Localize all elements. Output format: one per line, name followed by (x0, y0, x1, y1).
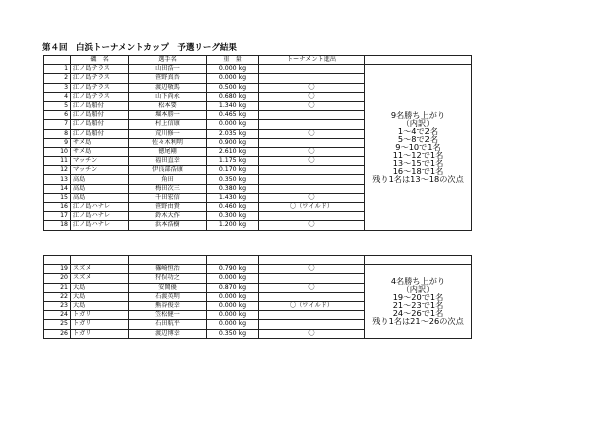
tournament-result (259, 274, 365, 283)
weight: 0.000 kg (207, 311, 259, 320)
spot-name: 大島 (71, 292, 129, 301)
tournament-result: 〇 (259, 221, 365, 230)
tournament-result: 〇 (259, 329, 365, 338)
tournament-result: 〇 (259, 101, 365, 110)
weight: 0.380 kg (207, 184, 259, 193)
table-row (44, 65, 472, 74)
spot-name: マッチン (71, 166, 129, 175)
tournament-result: 〇 (259, 92, 365, 101)
spot-name: 江ノ島テラス (71, 92, 129, 101)
qualification-note (365, 65, 472, 230)
weight: 0.900 kg (207, 138, 259, 147)
weight: 1.175 kg (207, 157, 259, 166)
weight: 2.035 kg (207, 129, 259, 138)
entry-number: 2 (44, 74, 71, 83)
note-line: 16～18で1名 (392, 166, 444, 177)
header-player: 選手名 (129, 56, 207, 65)
spacer-cell (44, 256, 71, 265)
entry-number: 24 (44, 311, 71, 320)
note-line: 残り1名は21～26の次点 (372, 316, 464, 327)
note-line: （内訳） (401, 284, 435, 295)
entry-number: 13 (44, 175, 71, 184)
player-name: 渡辺博幸 (129, 329, 207, 338)
spot-name: サメ島 (71, 138, 129, 147)
player-name: 熊谷俊幸 (129, 301, 207, 310)
entry-number: 12 (44, 166, 71, 175)
note-line: 19～20で1名 (392, 292, 444, 303)
weight: 1.200 kg (207, 221, 259, 230)
tournament-result: 〇 (259, 283, 365, 292)
entry-number: 1 (44, 65, 71, 74)
spot-name: 江ノ島テラス (71, 65, 129, 74)
spot-name: 江ノ島船付 (71, 111, 129, 120)
results-table-group-1 (43, 55, 472, 231)
spot-name: 大島 (71, 301, 129, 310)
entry-number: 6 (44, 111, 71, 120)
player-name: 角田 (129, 175, 207, 184)
entry-number: 26 (44, 329, 71, 338)
entry-number: 10 (44, 147, 71, 156)
header-row (44, 56, 472, 65)
weight: 0.000 kg (207, 274, 259, 283)
entry-number: 14 (44, 184, 71, 193)
tournament-result: 〇 (259, 193, 365, 202)
spot-name: 江ノ島船付 (71, 129, 129, 138)
player-name: 篠崎恒治 (129, 265, 207, 274)
weight: 1.430 kg (207, 193, 259, 202)
spacer-cell (365, 256, 472, 265)
entry-number: 16 (44, 203, 71, 212)
tournament-result (259, 311, 365, 320)
tournament-result: 〇（ワイルド） (259, 203, 365, 212)
weight: 0.000 kg (207, 65, 259, 74)
entry-number: 19 (44, 265, 71, 274)
player-name: 石渡英明 (129, 292, 207, 301)
weight: 0.460 kg (207, 203, 259, 212)
spot-name: スズメ (71, 265, 129, 274)
player-name: 梅田次三 (129, 184, 207, 193)
tournament-result (259, 65, 365, 74)
spacer-cell (259, 256, 365, 265)
player-name: 山下尚永 (129, 92, 207, 101)
spot-name: トガリ (71, 311, 129, 320)
weight: 0.000 kg (207, 301, 259, 310)
entry-number: 25 (44, 320, 71, 329)
note-line: 5～8で2名 (397, 134, 439, 145)
tournament-result: 〇 (259, 157, 365, 166)
spot-name: 江ノ島ハナレ (71, 203, 129, 212)
entry-number: 4 (44, 92, 71, 101)
tournament-result (259, 74, 365, 83)
spacer-row (44, 256, 472, 265)
entry-number: 3 (44, 83, 71, 92)
weight: 0.000 kg (207, 120, 259, 129)
spot-name: 大島 (71, 283, 129, 292)
spot-name: 江ノ島テラス (71, 74, 129, 83)
weight: 2.610 kg (207, 147, 259, 156)
spot-name: 江ノ島船付 (71, 120, 129, 129)
player-name: 安岡優 (129, 283, 207, 292)
spot-name: 高島 (71, 184, 129, 193)
weight: 0.000 kg (207, 292, 259, 301)
weight: 0.000 kg (207, 320, 259, 329)
entry-number: 20 (44, 274, 71, 283)
entry-number: 23 (44, 301, 71, 310)
player-name: 福田直幸 (129, 157, 207, 166)
tournament-result (259, 120, 365, 129)
spot-name: サメ島 (71, 147, 129, 156)
spacer-cell (129, 256, 207, 265)
weight: 0.870 kg (207, 283, 259, 292)
spot-name: 江ノ島ハナレ (71, 221, 129, 230)
entry-number: 18 (44, 221, 71, 230)
header-no (44, 56, 71, 65)
note-line: 24～26で1名 (392, 308, 444, 319)
player-name: 伊良部浩康 (129, 166, 207, 175)
tournament-result: 〇 (259, 129, 365, 138)
header-spot: 磯 名 (71, 56, 129, 65)
tournament-result (259, 212, 365, 221)
player-name: 浜本浩樹 (129, 221, 207, 230)
player-name: 松本要 (129, 101, 207, 110)
note-line: 9～10で1名 (395, 142, 441, 153)
tournament-result: 〇 (259, 265, 365, 274)
player-name: 堀本勝一 (129, 111, 207, 120)
entry-number: 7 (44, 120, 71, 129)
spot-name: 江ノ島ハナレ (71, 212, 129, 221)
entry-number: 22 (44, 292, 71, 301)
spot-name: トガリ (71, 329, 129, 338)
header-note (365, 56, 472, 65)
tournament-result (259, 111, 365, 120)
document-title: 第４回 白浜トーナメントカップ 予選リーグ結果 (42, 43, 237, 53)
weight: 0.790 kg (207, 265, 259, 274)
tournament-result (259, 166, 365, 175)
entry-number: 9 (44, 138, 71, 147)
tournament-result (259, 138, 365, 147)
entry-number: 8 (44, 129, 71, 138)
note-line: 11～12で1名 (392, 150, 444, 161)
weight: 0.465 kg (207, 111, 259, 120)
weight: 0.680 kg (207, 92, 259, 101)
note-line: 9名勝ち上がり (390, 110, 446, 121)
note-line: 21～23で1名 (392, 300, 444, 311)
spacer-cell (71, 256, 129, 265)
player-name: 村上信康 (129, 120, 207, 129)
entry-number: 11 (44, 157, 71, 166)
tournament-result (259, 175, 365, 184)
spacer-cell (207, 256, 259, 265)
weight: 0.350 kg (207, 329, 259, 338)
player-name: 笹野真吾 (129, 74, 207, 83)
header-weight: 重 量 (207, 56, 259, 65)
player-name: 狩俣功之 (129, 274, 207, 283)
tournament-result: 〇 (259, 147, 365, 156)
spot-name: 高島 (71, 193, 129, 202)
player-name: 笠松健一 (129, 311, 207, 320)
note-line: 残り1名は13～18の次点 (372, 174, 464, 185)
spot-name: 高島 (71, 175, 129, 184)
entry-number: 21 (44, 283, 71, 292)
entry-number: 5 (44, 101, 71, 110)
player-name: 山田浩一 (129, 65, 207, 74)
spot-name: 江ノ島テラス (71, 83, 129, 92)
weight: 0.500 kg (207, 83, 259, 92)
player-name: 荒川修一 (129, 129, 207, 138)
weight: 0.000 kg (207, 74, 259, 83)
tournament-result (259, 184, 365, 193)
tournament-result (259, 292, 365, 301)
player-name: 石田航平 (129, 320, 207, 329)
spot-name: マッチン (71, 157, 129, 166)
note-line: 1～4で2名 (397, 126, 439, 137)
tournament-result (259, 320, 365, 329)
player-name: 佐々木利明 (129, 138, 207, 147)
qualification-note (365, 265, 472, 339)
player-name: 徳尾剛 (129, 147, 207, 156)
entry-number: 17 (44, 212, 71, 221)
spot-name: スズメ (71, 274, 129, 283)
weight: 0.170 kg (207, 166, 259, 175)
weight: 0.300 kg (207, 212, 259, 221)
results-table-group-2 (43, 255, 472, 339)
note-line: 4名勝ち上がり (390, 276, 446, 287)
header-tournament: トーナメント進出 (259, 56, 365, 65)
tournament-result: 〇 (259, 83, 365, 92)
note-line: 13～15で1名 (392, 158, 444, 169)
weight: 0.350 kg (207, 175, 259, 184)
note-line: （内訳） (401, 118, 435, 129)
weight: 1.340 kg (207, 101, 259, 110)
entry-number: 15 (44, 193, 71, 202)
spot-name: トガリ (71, 320, 129, 329)
table-row (44, 265, 472, 274)
player-name: 鈴木大作 (129, 212, 207, 221)
player-name: 千田宏信 (129, 193, 207, 202)
tournament-result: 〇（ワイルド） (259, 301, 365, 310)
player-name: 笹野由貴 (129, 203, 207, 212)
player-name: 渡辺敬馬 (129, 83, 207, 92)
spot-name: 江ノ島船付 (71, 101, 129, 110)
